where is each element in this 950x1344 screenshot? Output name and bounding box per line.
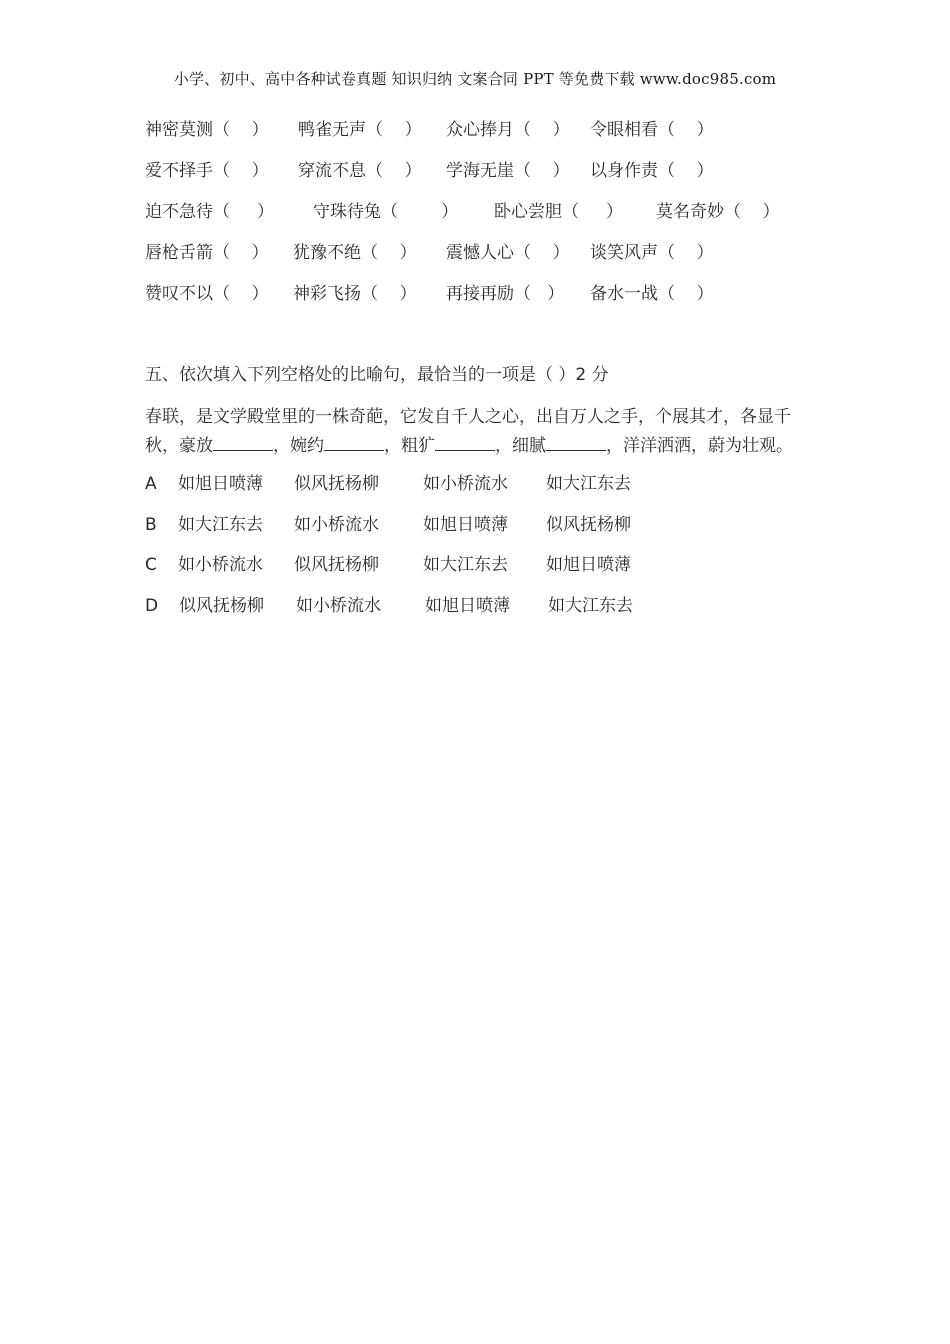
blank-4[interactable] bbox=[546, 432, 606, 451]
idiom-item: 守珠待兔（ ） bbox=[313, 202, 459, 222]
idiom-item: 备水一战（ ） bbox=[590, 284, 714, 304]
option-letter: C bbox=[145, 555, 157, 575]
answer-options bbox=[145, 471, 835, 633]
idiom-row bbox=[145, 158, 835, 199]
idiom-item: 赞叹不以（ ） bbox=[145, 284, 269, 304]
idiom-item: 震憾人心（ ） bbox=[446, 243, 570, 263]
page-header: 小学、初中、高中各种试卷真题 知识归纳 文案合同 PPT 等免费下载 www.doc985.com bbox=[173, 70, 777, 88]
question-5-title bbox=[145, 362, 835, 388]
option-phrase: 如大江东去 bbox=[548, 595, 633, 616]
idiom-row bbox=[145, 199, 835, 240]
blank-1[interactable] bbox=[213, 432, 273, 451]
option-phrase: 如旭日喷薄 bbox=[178, 474, 263, 494]
idiom-item: 以身作责（ ） bbox=[590, 161, 714, 181]
question-5 bbox=[145, 362, 835, 633]
option-letter: D bbox=[145, 595, 159, 616]
blank-3[interactable] bbox=[435, 432, 495, 451]
idiom-row bbox=[145, 117, 835, 158]
option-phrase: 似风抚杨柳 bbox=[294, 474, 379, 494]
idiom-item: 神彩飞扬（ ） bbox=[293, 284, 417, 304]
passage-text: ，粗犷 bbox=[384, 436, 435, 456]
option-phrase: 如小桥流水 bbox=[423, 474, 508, 494]
option-phrase: 如旭日喷薄 bbox=[425, 595, 510, 616]
question-5-score: 2 分 bbox=[575, 365, 609, 385]
idiom-item: 再接再励（ ） bbox=[446, 284, 565, 304]
option-a[interactable] bbox=[145, 471, 835, 512]
option-phrase: 似风抚杨柳 bbox=[546, 514, 631, 535]
option-phrase: 如大江东去 bbox=[178, 514, 263, 535]
idiom-item: 众心捧月（ ） bbox=[446, 120, 570, 140]
option-phrase: 似风抚杨柳 bbox=[179, 595, 264, 616]
option-letter: B bbox=[145, 514, 157, 535]
idiom-item: 犹豫不绝（ ） bbox=[293, 243, 417, 263]
option-d[interactable] bbox=[145, 593, 835, 634]
idiom-item: 鸭雀无声（ ） bbox=[298, 120, 422, 140]
option-b[interactable] bbox=[145, 512, 835, 553]
idiom-item: 爱不择手（ ） bbox=[145, 161, 269, 181]
option-c[interactable] bbox=[145, 552, 835, 593]
idiom-item: 迫不急待（ ） bbox=[145, 202, 275, 222]
option-phrase: 似风抚杨柳 bbox=[294, 555, 379, 575]
idiom-item: 莫名奇妙（ ） bbox=[656, 202, 780, 222]
passage-text: ，细腻 bbox=[495, 436, 546, 456]
option-letter: A bbox=[145, 474, 157, 494]
option-phrase: 如大江东去 bbox=[423, 555, 508, 575]
question-5-passage bbox=[145, 403, 821, 461]
idiom-item: 神密莫测（ ） bbox=[145, 120, 269, 140]
idiom-item: 穿流不息（ ） bbox=[298, 161, 422, 181]
option-phrase: 如小桥流水 bbox=[296, 595, 381, 616]
passage-text: ，婉约 bbox=[273, 436, 324, 456]
option-phrase: 如大江东去 bbox=[546, 474, 631, 494]
idiom-item: 令眼相看（ ） bbox=[590, 120, 714, 140]
idiom-item: 唇枪舌箭（ ） bbox=[145, 243, 269, 263]
idiom-item: 谈笑风声（ ） bbox=[590, 243, 714, 263]
option-phrase: 如小桥流水 bbox=[294, 514, 379, 535]
idiom-item: 卧心尝胆（ ） bbox=[494, 202, 624, 222]
question-5-prompt: 五、依次填入下列空格处的比喻句，最恰当的一项是（ ） bbox=[145, 365, 576, 385]
idiom-row bbox=[145, 281, 835, 322]
option-phrase: 如小桥流水 bbox=[178, 555, 263, 575]
blank-2[interactable] bbox=[324, 432, 384, 451]
idiom-item: 学海无崖（ ） bbox=[446, 161, 570, 181]
option-phrase: 如旭日喷薄 bbox=[423, 514, 508, 535]
option-phrase: 如旭日喷薄 bbox=[546, 555, 631, 575]
idiom-row bbox=[145, 240, 835, 281]
idiom-correction-list bbox=[145, 117, 835, 322]
passage-text: ，洋洋洒洒，蔚为壮观。 bbox=[606, 436, 793, 456]
passage-text: 春联，是文学殿堂里的一株奇葩，它发自千人之心，出自万人之手，个展其才，各显千秋，豪放 bbox=[145, 407, 791, 456]
